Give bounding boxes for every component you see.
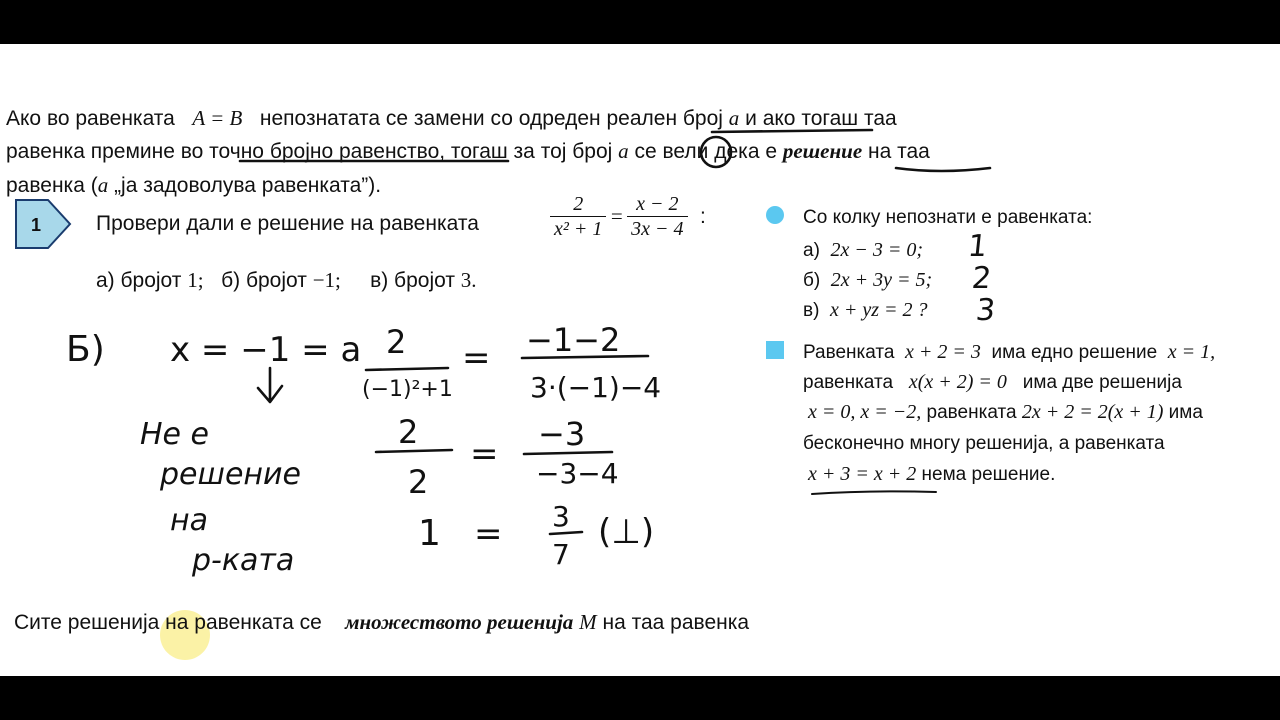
hw-line2-rhs-den: −3−4 [536,457,619,490]
underline-solution [896,168,990,171]
hw-line3-lhs: 1 [418,513,441,554]
hw-label: Б) [66,329,105,370]
rhs-fraction: $\frac{x - 2}{3x - 4}$ [627,192,687,241]
hw-bar-1r [522,356,648,358]
definition-line-2: равенка премине во точно бројно равенство, тогаш за тој број a се вели дека е решение на таа [6,139,930,163]
top-letterbox [0,0,1280,44]
circle-var-a [701,137,731,167]
ink-annotations [0,44,1280,676]
solution-term: решение [782,139,863,163]
question-a: а) 2x − 3 = 0; [803,239,923,261]
hw-line1-lhs-num: 2 [386,323,407,361]
handwritten-answer-b: 2 [970,261,993,296]
hw-bar-1l [366,368,448,370]
task-equation: $\frac{2}{\text{x² + 1}}$ = $\frac{x - 2}{3x - 4}$ : [550,192,706,241]
lhs-fraction: $\frac{2}{\text{x² + 1}}$ [550,192,606,241]
hw-equals-3: = [474,514,503,554]
question-c: в) x + yz = 2 ? [803,299,928,321]
hw-note-3: на [170,503,208,538]
question-title: Со колку непознати е равенката: [803,207,1093,228]
hw-bar-2l [376,450,452,452]
note-line-1: Равенката x + 2 = 3 има едно решение x = 1, [803,341,1216,363]
hw-substitution: x = −1 = a [170,330,362,370]
hw-line2-rhs-num: −3 [538,415,586,453]
lesson-slide [0,44,1280,676]
hw-line1-lhs-den: (−1)²+1 [362,377,453,402]
footer-sentence: Сите решенија на равенката се множеството решенија M на таа равенка [14,610,750,634]
hw-line2-lhs-num: 2 [398,413,419,451]
question-b: б) 2x + 3y = 5; [803,269,933,291]
hw-line3-rhs-num: 3 [552,500,570,533]
hw-bar-2r [524,452,612,454]
hw-bar-3 [550,532,582,534]
hw-note-1: Не е [140,417,210,452]
hw-line1-rhs-num: −1−2 [526,321,621,359]
underline-real-number [712,130,872,132]
task-prompt: Провери дали е решение на равенката [96,212,479,235]
handwritten-answer-c: 3 [974,293,997,328]
task-options: а) бројот 1; б) бројот −1; в) бројот 3. [96,268,477,292]
hw-line1-rhs-den: 3·(−1)−4 [530,371,662,404]
hw-note-2: решение [160,457,301,492]
hw-line2-lhs-den: 2 [408,463,429,501]
hw-down-arrow [258,368,282,402]
hw-line3-rhs-den: 7 [552,538,570,571]
hw-equals-2: = [470,434,499,474]
note-line-4: бесконечно многу решенија, а равенката [803,433,1165,454]
bottom-letterbox [0,676,1280,720]
hw-note-4: р-ката [192,543,295,578]
hw-equals-1: = [462,338,491,378]
handwritten-answer-a: 1 [966,229,989,264]
definition-line-1: Ако во равенката A = B непознатата се замени со одреден реален број a и ако тогаш таа [6,106,897,130]
definition-line-3: равенка (a „ја задоволува равенката”). [6,173,382,197]
task-number: 1 [30,215,42,235]
note-line-5: x + 3 = x + 2 нема решение. [808,463,1056,485]
hw-line3-mark: (⊥) [598,512,655,552]
note-line-2: равенката x(x + 2) = 0 има две решенија [803,371,1182,393]
underline-no-solution [812,491,936,494]
note-line-3: x = 0, x = −2, равенката 2x + 2 = 2(x + 1) има [808,401,1203,423]
